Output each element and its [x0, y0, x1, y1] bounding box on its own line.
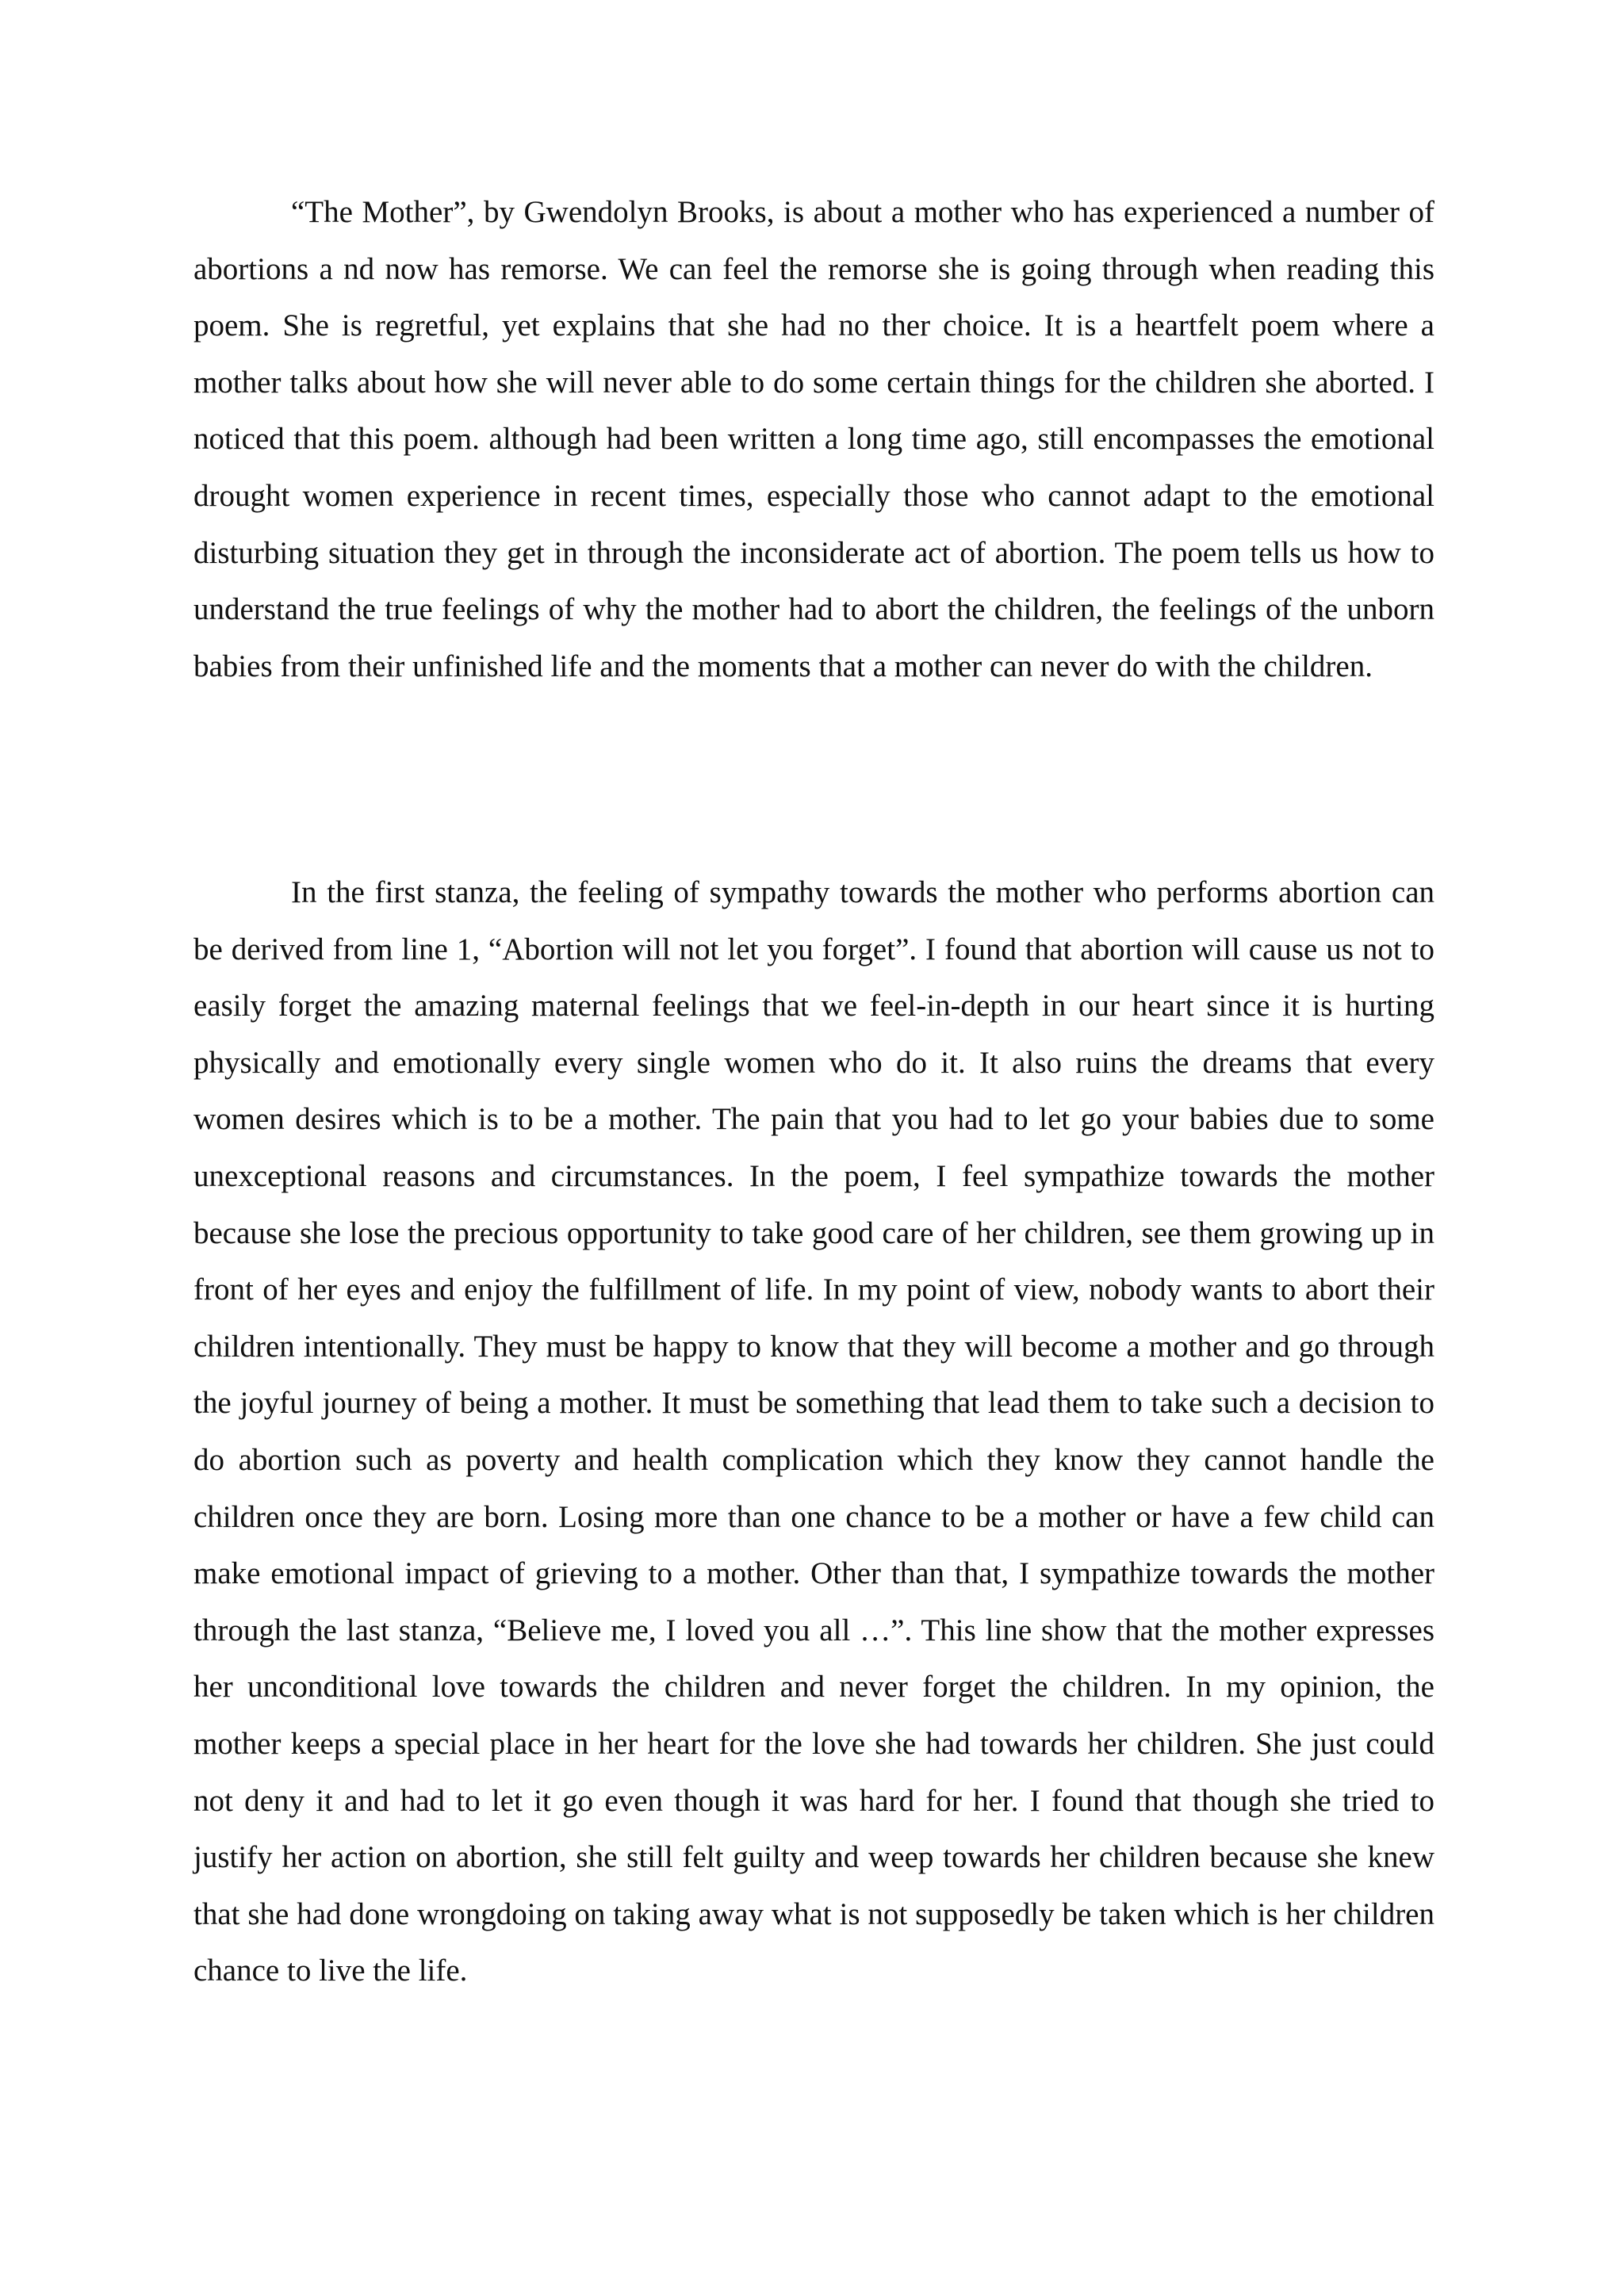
paragraph-introduction: “The Mother”, by Gwendolyn Brooks, is about a mother who has experienced a number of abortions a nd now has remorse. We can feel the remorse she is going through when reading this poem. She is regretful, yet explains that she had no ther choice. It is a heartfelt poem where a mother talks about how she will never able to do some certain things for the children she aborted. I noticed that this poem. although had been written a long time ago, still encompasses the emotional drought women experience in recent times, especially those who cannot adapt to the emotional disturbing situation they get in through the inconsiderate act of abortion. The poem tells us how to understand the true feelings of why the mother had to abort the children, the feelings of the unborn babies from their unfinished life and the moments that a mother can never do with the children. — [193, 195, 1434, 683]
paragraph-first-stanza-analysis: In the first stanza, the feeling of sympathy towards the mother who performs abortion can be derived from line 1, “Abortion will not let you forget”. I found that abortion will cause us not to easily forget the amazing maternal feelings that we feel-in-depth in our heart since it is hurting physically and emotionally every single women who do it. It also ruins the dreams that every women desires which is to be a mother. The pain that you had to let go your babies due to some unexceptional reasons and circumstances. In the poem, I feel sympathize towards the mother because she lose the precious opportunity to take good care of her children, see them growing up in front of her eyes and enjoy the fulfillment of life. In my point of view, nobody wants to abort their children intentionally. They must be happy to know that they will become a mother and go through the joyful journey of being a mother. It must be something that lead them to take such a decision to do abortion such as poverty and health complication which they know they cannot handle the children once they are born. Losing more than one chance to be a mother or have a few child can make emotional impact of grieving to a mother. Other than that, I sympathize towards the mother through the last stanza, “Believe me, I loved you all …”. This line show that the mother expresses her unconditional love towards the children and never forget the children. In my opinion, the mother keeps a special place in her heart for the love she had towards her children. She just could not deny it and had to let it go even though it was hard for her. I found that though she tried to justify her action on abortion, she still felt guilty and weep towards her children because she knew that she had done wrongdoing on taking away what is not supposedly be taken which is her children chance to live the life. — [193, 875, 1434, 1988]
